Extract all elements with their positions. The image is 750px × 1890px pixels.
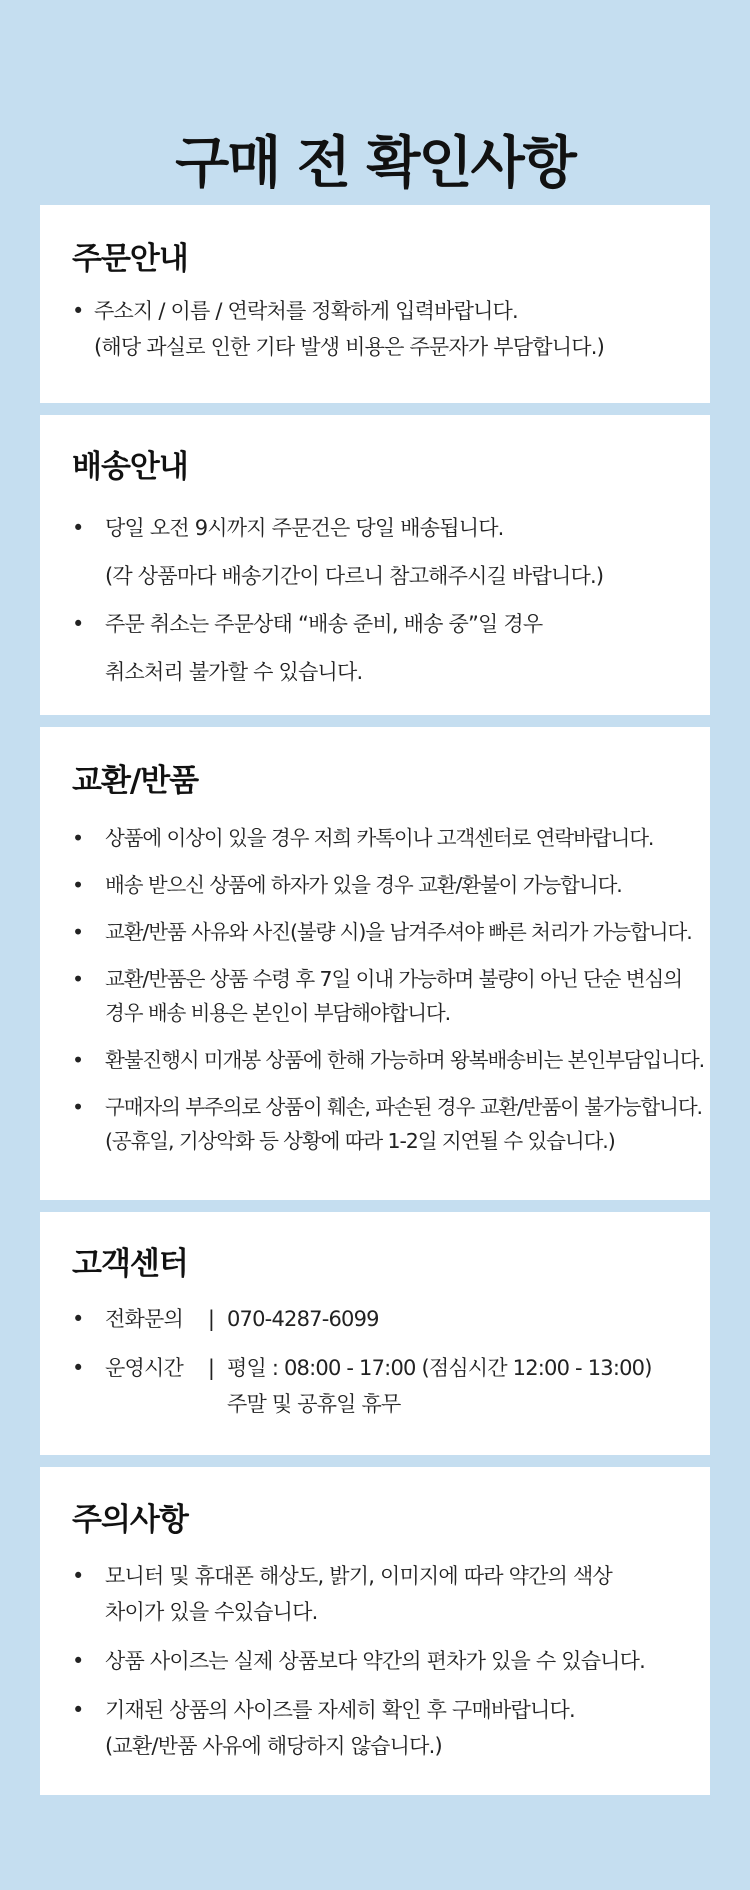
list-item-text: 상품 사이즈는 실제 상품보다 약간의 편차가 있을 수 있습니다. (105, 1649, 646, 1673)
operating-hours-item (72, 1350, 686, 1422)
list-item-text: 경우 배송 비용은 본인이 부담해야합니다. (105, 1001, 451, 1025)
page-title: 구매 전 확인사항 (175, 130, 575, 196)
customer-center-list (72, 1301, 686, 1422)
list-item (72, 1643, 686, 1679)
shipping-info-list (72, 504, 686, 696)
list-item (72, 600, 686, 696)
list-item (72, 962, 686, 1030)
order-info-card (40, 205, 710, 403)
shipping-info-card (40, 415, 710, 715)
order-info-heading: 주문안내 (72, 241, 188, 277)
bullet-icon: • (72, 826, 83, 850)
list-item (72, 868, 686, 902)
bullet-icon: • (72, 967, 83, 991)
list-item-text: (각 상품마다 배송기간이 다르니 참고해주시길 바랍니다.) (105, 564, 604, 588)
list-item-text: 교환/반품은 상품 수령 후 7일 이내 가능하며 불량이 아닌 단순 변심의 (105, 967, 682, 991)
exchange-return-card (40, 727, 710, 1200)
customer-center-heading: 고객센터 (72, 1246, 188, 1282)
bullet-icon: • (72, 1564, 84, 1588)
order-info-list (72, 293, 686, 365)
bullet-icon: • (72, 873, 83, 897)
customer-center-card (40, 1212, 710, 1455)
list-item-text: (교환/반품 사유에 해당하지 않습니다.) (105, 1734, 442, 1758)
caution-list (72, 1558, 686, 1764)
caution-card (40, 1467, 710, 1795)
bullet-icon: • (72, 1307, 84, 1331)
list-item-text: 교환/반품 사유와 사진(불량 시)을 남겨주셔야 빠른 처리가 가능합니다. (105, 920, 692, 944)
phone-inquiry-item (72, 1301, 686, 1337)
bullet-icon: • (72, 299, 84, 323)
list-item (72, 1090, 702, 1158)
phone-number[interactable]: 070-4287-6099 (227, 1307, 379, 1331)
shipping-info-heading: 배송안내 (72, 449, 188, 485)
list-item-text: 취소처리 불가할 수 있습니다. (105, 660, 363, 684)
exchange-return-heading: 교환/반품 (72, 763, 199, 799)
separator: | (207, 1356, 215, 1380)
operating-hours-label: 운영시간 (105, 1356, 183, 1380)
list-item (72, 915, 692, 949)
phone-inquiry-label: 전화문의 (105, 1307, 183, 1331)
bullet-icon: • (72, 1356, 84, 1380)
separator: | (207, 1307, 215, 1331)
weekday-hours: 평일 : 08:00 - 17:00 (점심시간 12:00 - 13:00) (227, 1356, 652, 1380)
list-item-text: 환불진행시 미개봉 상품에 한해 가능하며 왕복배송비는 본인부담입니다. (105, 1048, 705, 1072)
list-item-text: 당일 오전 9시까지 주문건은 당일 배송됩니다. (105, 516, 504, 540)
list-item-text: 상품에 이상이 있을 경우 저희 카톡이나 고객센터로 연락바랍니다. (105, 826, 654, 850)
list-item-text: 기재된 상품의 사이즈를 자세히 확인 후 구매바랍니다. (105, 1698, 575, 1722)
list-item-text: 차이가 있을 수있습니다. (105, 1600, 318, 1624)
list-item (72, 1692, 686, 1764)
weekend-closed: 주말 및 공휴일 휴무 (227, 1392, 401, 1416)
exchange-return-list (72, 821, 705, 1158)
list-item-text: (해당 과실로 인한 기타 발생 비용은 주문자가 부담합니다.) (94, 335, 604, 359)
list-item-text: 주문 취소는 주문상태 “배송 준비, 배송 중”일 경우 (105, 612, 543, 636)
list-item (72, 821, 686, 855)
bullet-icon: • (72, 1698, 84, 1722)
list-item-text: 모니터 및 휴대폰 해상도, 밝기, 이미지에 따라 약간의 색상 (105, 1564, 612, 1588)
list-item-text: 배송 받으신 상품에 하자가 있을 경우 교환/환불이 가능합니다. (105, 873, 622, 897)
bullet-icon: • (72, 1048, 83, 1072)
list-item-text: (공휴일, 기상악화 등 상황에 따라 1-2일 지연될 수 있습니다.) (105, 1129, 615, 1153)
list-item (72, 293, 686, 365)
bullet-icon: • (72, 920, 83, 944)
list-item (72, 1558, 686, 1630)
bullet-icon: • (72, 516, 84, 540)
bullet-icon: • (72, 612, 84, 636)
list-item-text: 구매자의 부주의로 상품이 훼손, 파손된 경우 교환/반품이 불가능합니다. (105, 1095, 702, 1119)
operating-hours-value (227, 1350, 652, 1422)
caution-heading: 주의사항 (72, 1502, 188, 1538)
bullet-icon: • (72, 1649, 84, 1673)
list-item (72, 504, 686, 600)
bullet-icon: • (72, 1095, 83, 1119)
list-item-text: 주소지 / 이름 / 연락처를 정확하게 입력바랍니다. (94, 299, 518, 323)
list-item (72, 1043, 705, 1077)
